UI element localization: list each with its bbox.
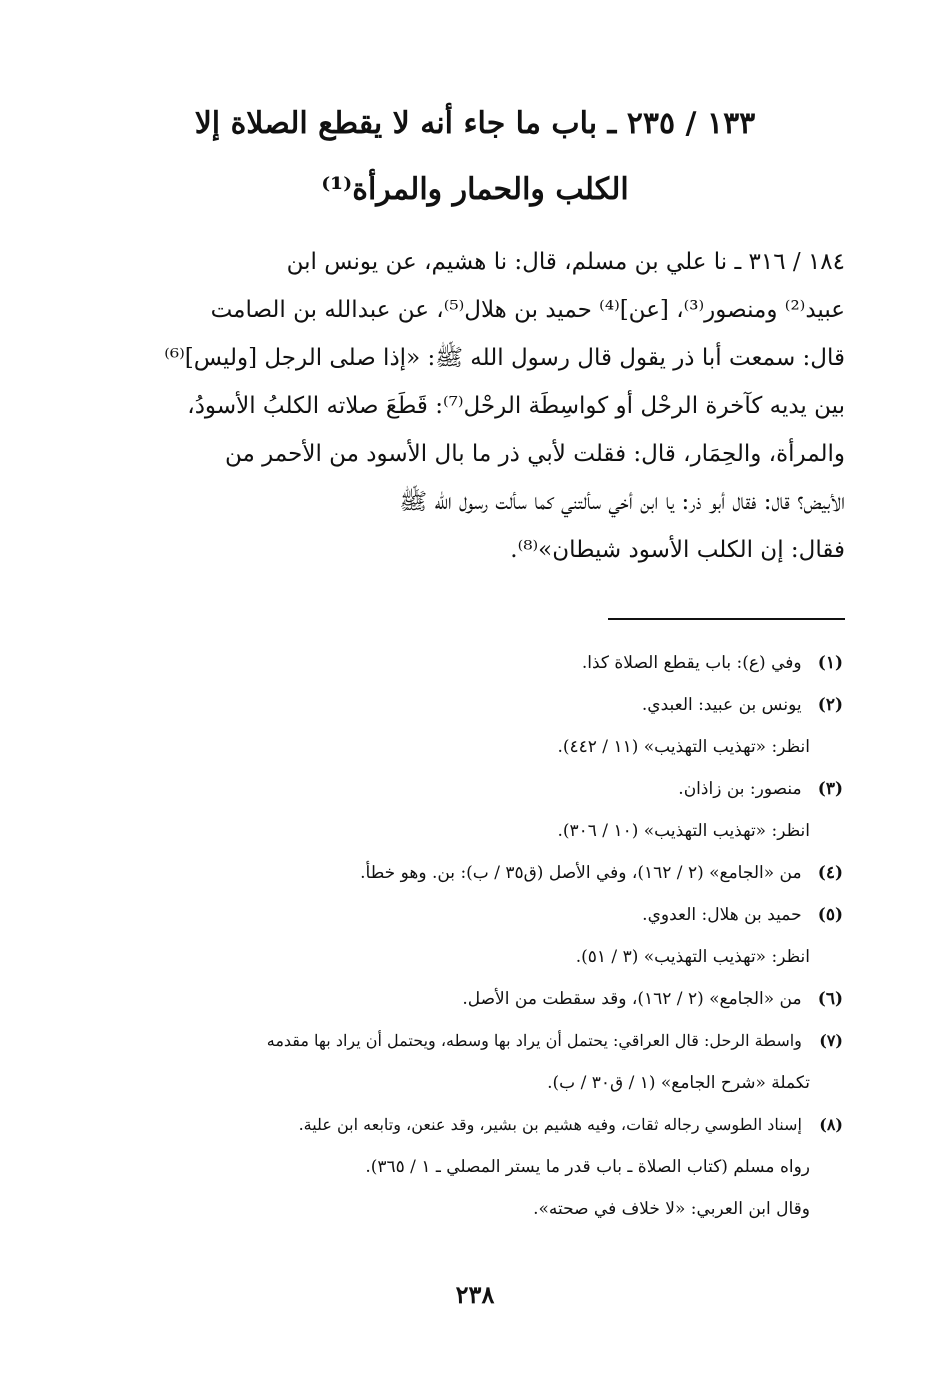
footnote-number: (٧): [819, 1031, 843, 1050]
footnote-continuation: [365, 1152, 810, 1182]
footnote-text: انظر: «تهذيب التهذيب» (١١ / ٤٤٢).: [557, 737, 810, 757]
footnote: [462, 984, 843, 1014]
footnote-number: (١): [817, 653, 843, 673]
hadith-line: والمرأة، والحِمَار، قال: فقلت لأبي ذر ما بال الأسود من الأحمر من: [224, 441, 845, 467]
footnote-number: (٢): [817, 695, 843, 715]
hadith-line: بين يديه كآخرة الرحْل أو كواسِطَة الرحْل⁽⁷⁾: قَطَعَ صلاته الكلبُ الأسودُ،: [187, 393, 845, 419]
footnote-text: من «الجامع» (٢ / ١٦٢)، وقد سقطت من الأصل.: [462, 989, 802, 1009]
footnote: [642, 690, 843, 720]
footnote: [360, 858, 843, 888]
footnote-number: (٨): [819, 1115, 843, 1134]
footnote-number: (٥): [817, 905, 843, 925]
footnote-text: وقال ابن العربي: «لا خلاف في صحته».: [533, 1199, 810, 1219]
footnote-text: انظر: «تهذيب التهذيب» (٣ / ٥١).: [575, 947, 810, 967]
hadith-line: ١٨٤ / ٣١٦ ـ نا علي بن مسلم، قال: نا هشيم، عن يونس ابن: [286, 249, 845, 275]
footnote-number: (٦): [817, 989, 843, 1009]
footnote-text: انظر: «تهذيب التهذيب» (١٠ / ٣٠٦).: [557, 821, 810, 841]
footnote-continuation: [576, 942, 810, 972]
footnote-text: رواه مسلم (كتاب الصلاة ـ باب قدر ما يستر المصلي ـ ١ / ٣٦٥).: [365, 1157, 810, 1177]
footnote: [299, 1110, 843, 1140]
footnote: [582, 648, 843, 678]
footnote-number: (٣): [817, 779, 843, 799]
footnote-text: إسناد الطوسي رجاله ثقات، وفيه هشيم بن بشير، وقد عنعن، وتابعه ابن علية.: [298, 1115, 802, 1134]
chapter-heading-line-1: ١٣٣ / ٢٣٥ ـ باب ما جاء أنه لا يقطع الصلاة إلا: [194, 106, 756, 141]
footnote-continuation: [557, 816, 810, 846]
footnote-separator: [608, 618, 845, 620]
footnote-text: يونس بن عبيد: العبدي.: [641, 695, 802, 715]
footnote-text: تكملة «شرح الجامع» (١ / ق٣٠ / ب).: [547, 1073, 810, 1093]
footnote-continuation: [547, 1068, 810, 1098]
footnote: [678, 774, 843, 804]
footnote-text: وفي (ع): باب يقطع الصلاة كذا.: [581, 653, 802, 673]
footnote-continuation: [533, 1194, 810, 1224]
hadith-text: [125, 238, 845, 574]
hadith-line: فقال: إن الكلب الأسود شيطان»⁽⁸⁾.: [510, 537, 845, 563]
footnote-number: (٤): [817, 863, 843, 883]
footnote-continuation: [557, 732, 810, 762]
footnote-text: حميد بن هلال: العدوي.: [642, 905, 802, 925]
hadith-line: الأبيض؟ قال: فقال أبو ذر: يا ابن أخي سألتني كما سألت رسول الله ﷺ: [399, 489, 845, 515]
page-number: ٢٣٨: [455, 1280, 495, 1309]
footnote: [642, 900, 843, 930]
chapter-heading-line-2: الكلب والحمار والمرأة⁽¹⁾: [321, 172, 629, 207]
footnote-text: من «الجامع» (٢ / ١٦٢)، وفي الأصل (ق٣٥ / ب): بن. وهو خطأ.: [360, 863, 802, 883]
footnote: [267, 1026, 843, 1056]
footnote-text: واسطة الرحل: قال العراقي: يحتمل أن يراد بها وسطه، ويحتمل أن يراد بها مقدمه: [266, 1031, 802, 1050]
footnote-text: منصور: بن زاذان.: [678, 779, 802, 799]
hadith-line: عبيد⁽²⁾ ومنصور⁽³⁾، [عن]⁽⁴⁾ حميد بن هلال⁽⁵⁾، عن عبدالله بن الصامت: [210, 297, 845, 323]
hadith-line: قال: سمعت أبا ذر يقول قال رسول الله ﷺ: «إذا صلى الرجل [وليس]⁽⁶⁾: [164, 345, 845, 371]
